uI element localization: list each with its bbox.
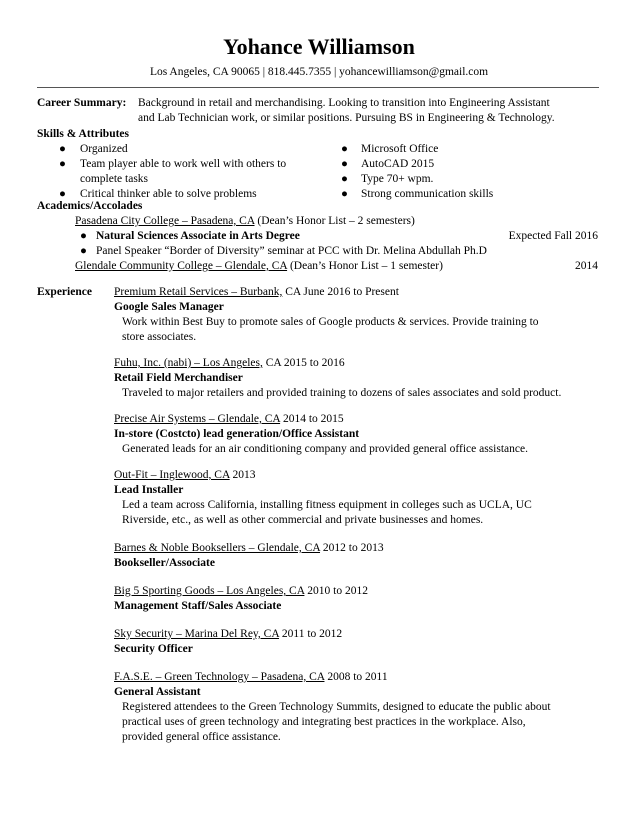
bullet-icon: ●: [80, 245, 87, 257]
job-company: Out-Fit – Inglewood, CA: [114, 469, 230, 481]
header-divider: [37, 87, 599, 88]
summary-line: and Lab Technician work, or similar positions. Pursuing BS in Engineering & Technology.: [138, 112, 555, 124]
job-title: In-store (Costcto) lead generation/Office Assistant: [114, 428, 360, 440]
degree-date: Expected Fall 2016: [508, 230, 598, 242]
list-item: [341, 187, 357, 202]
summary-line: Background in retail and merchandising. Looking to transition into Engineering Assistant: [138, 97, 550, 109]
bullet-icon: ●: [341, 173, 348, 185]
job-company-line: [114, 670, 388, 685]
skill-item: Organized: [80, 143, 128, 155]
school-name: Pasadena City College – Pasadena, CA: [75, 215, 255, 227]
job-title: General Assistant: [114, 686, 201, 698]
bullet-icon: ●: [80, 230, 87, 242]
job-company: Barnes & Noble Booksellers – Glendale, CA: [114, 542, 321, 554]
school-line: [75, 259, 443, 274]
school-note: (Dean’s Honor List – 2 semesters): [254, 215, 415, 227]
job-company: Fuhu, Inc. (nabi) – Los Angeles,: [114, 357, 263, 369]
job-dates: 2010 to 2012: [304, 585, 368, 597]
job-title: Retail Field Merchandiser: [114, 372, 243, 384]
skill-item: Strong communication skills: [361, 188, 494, 200]
job-dates: 2011 to 2012: [279, 628, 343, 640]
job-description: Generated leads for an air conditioning company and provided general office assistance.: [122, 443, 528, 455]
list-item: [341, 172, 357, 187]
candidate-name: Yohance Williamson: [223, 34, 415, 59]
list-item: [59, 157, 75, 172]
skill-item: Microsoft Office: [361, 143, 439, 155]
job-title: Security Officer: [114, 643, 193, 655]
job-dates: 2012 to 2013: [320, 542, 384, 554]
job-title: Management Staff/Sales Associate: [114, 600, 282, 612]
list-item: [80, 229, 96, 244]
school-name: Glendale Community College – Glendale, CA: [75, 260, 288, 272]
job-company: F.A.S.E. – Green Technology – Pasadena, CA: [114, 671, 325, 683]
school-date: 2014: [575, 260, 598, 272]
accolade-item: Panel Speaker “Border of Diversity” seminar at PCC with Dr. Melina Abdullah Ph.D: [96, 245, 487, 257]
job-company-line: [114, 584, 368, 599]
job-company-line: [114, 468, 256, 483]
job-dates: CA June 2016 to Present: [282, 286, 399, 298]
job-company: Premium Retail Services – Burbank,: [114, 286, 283, 298]
bullet-icon: ●: [341, 188, 348, 200]
list-item: [59, 142, 75, 157]
skill-item: AutoCAD 2015: [361, 158, 435, 170]
job-company-line: [114, 356, 345, 371]
job-dates: 2013: [229, 469, 256, 481]
school-note: (Dean’s Honor List – 1 semester): [287, 260, 443, 272]
job-description: Led a team across California, installing fitness equipment in colleges such as UCLA, UC: [122, 499, 532, 511]
job-description: Riverside, etc., as well as other commercial and private businesses and homes.: [122, 514, 484, 526]
job-title: Lead Installer: [114, 484, 184, 496]
job-title: Bookseller/Associate: [114, 557, 215, 569]
bullet-icon: ●: [341, 158, 348, 170]
bullet-icon: ●: [59, 143, 66, 155]
list-item: [341, 142, 357, 157]
job-dates: CA 2015 to 2016: [262, 357, 345, 369]
job-company: Big 5 Sporting Goods – Los Angeles, CA: [114, 585, 305, 597]
job-company: Sky Security – Marina Del Rey, CA: [114, 628, 280, 640]
job-dates: 2008 to 2011: [324, 671, 388, 683]
skills-heading: Skills & Attributes: [37, 128, 130, 140]
contact-line: Los Angeles, CA 90065 | 818.445.7355 | yohancewilliamson@gmail.com: [149, 66, 489, 78]
skill-item: complete tasks: [80, 173, 149, 185]
list-item: [341, 157, 357, 172]
job-description: provided general office assistance.: [122, 731, 281, 743]
bullet-icon: ●: [59, 188, 66, 200]
job-description: Traveled to major retailers and provided training to dozens of sales associates and sold product.: [122, 387, 562, 399]
job-title: Google Sales Manager: [114, 301, 224, 313]
job-dates: 2014 to 2015: [280, 413, 344, 425]
skill-item: Critical thinker able to solve problems: [80, 188, 257, 200]
degree-title: Natural Sciences Associate in Arts Degree: [96, 230, 300, 242]
school-line: [75, 214, 415, 229]
list-item: [80, 244, 96, 259]
skill-item: Type 70+ wpm.: [361, 173, 434, 185]
job-company-line: [114, 412, 344, 427]
job-company-line: [114, 541, 384, 556]
job-company-line: [114, 627, 342, 642]
skill-item: Team player able to work well with others to: [80, 158, 287, 170]
summary-label: Career Summary:: [37, 97, 127, 109]
job-company-line: [114, 285, 399, 300]
bullet-icon: ●: [59, 158, 66, 170]
job-description: practical uses of green technology and integrating best practices in the workplace. Also,: [122, 716, 526, 728]
job-company: Precise Air Systems – Glendale, CA: [114, 413, 281, 425]
job-description: store associates.: [122, 331, 197, 343]
job-description: Registered attendees to the Green Technology Summits, designed to educate the public about: [122, 701, 551, 713]
academics-heading: Academics/Accolades: [37, 200, 143, 212]
job-description: Work within Best Buy to promote sales of Google products & services. Provide training to: [122, 316, 539, 328]
bullet-icon: ●: [341, 143, 348, 155]
experience-heading: Experience: [37, 286, 92, 298]
